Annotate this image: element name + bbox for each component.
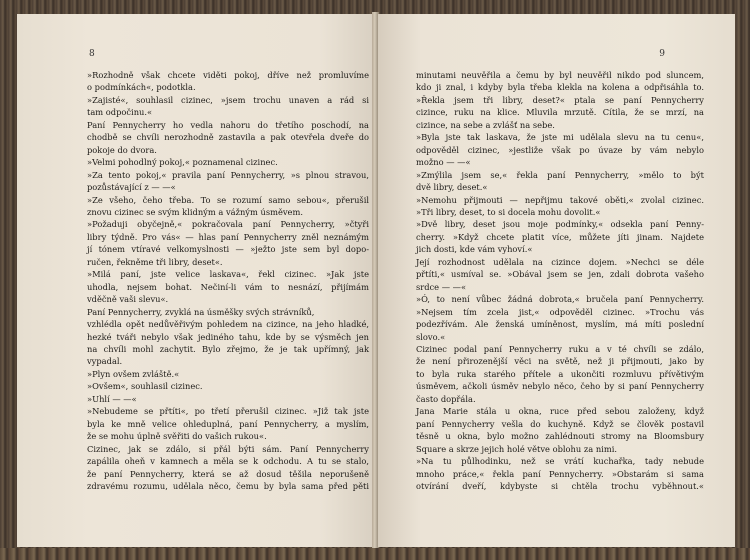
text-line: Paní Pennycherry ho vedla nahoru do třetího poschodí, na xyxy=(87,119,369,130)
text-line: »Plyn ovšem zvláště.« xyxy=(87,368,180,379)
book-edge xyxy=(0,548,750,560)
text-line: že se mohu úplně svěřiti do vašich rukou«. xyxy=(87,431,267,442)
text-line: Cizinec podal paní Pennycherry ruku a v té chvíli se zdálo, xyxy=(416,343,704,354)
text-line: paní Pennycherry vešla do kuchyně. Když se člověk postavil xyxy=(416,418,704,429)
text-line: mnoho práce,« řekla paní Pennycherry. »Obstarám si sama xyxy=(416,468,704,479)
text-line: »Rozhodně však chcete viděti pokoj, dříve než promluvíme xyxy=(87,70,369,80)
text-line: Paní Pennycherry, zvyklá na úsměšky svých strávníků, xyxy=(87,306,315,317)
text-line: že paní Pennycherry, která se až dosud těšila neporušeně xyxy=(87,468,369,479)
text-line: zdravému rozumu, udělala něco, čemu by byla sama před pěti xyxy=(87,480,369,491)
text-line: »Ze všeho, čeho třeba. To se rozumí samo sebou«, přerušil xyxy=(87,194,369,205)
text-line: podezřívám. Ale ženská umíněnost, myslím, má míti poslední xyxy=(416,319,704,330)
text-line: »Uhlí — —« xyxy=(87,393,137,404)
text-line: »Zmýlila jsem se,« řekla paní Pennycherry, »mělo to být xyxy=(416,169,704,180)
text-line: Cizinec, jak se zdálo, si přál býti sám. Paní Pennycherry xyxy=(87,443,369,454)
text-line: »Nebudeme se přtíti«, po třetí přerušil cizinec. »Již tak jste xyxy=(87,406,369,417)
text-line: otvírání dveří, kdybyste si chtěla trochu vyběhnout.« xyxy=(416,480,704,491)
text-line: »Ovšem«, souhlasil cizinec. xyxy=(87,381,203,392)
text-line: srdce — —« xyxy=(416,281,467,292)
right-page-text xyxy=(416,69,704,492)
text-line: »Dvě libry, deset jsou moje podmínky,« odsekla paní Penny- xyxy=(416,219,704,230)
text-line: »Ó, to není vůbec žádná dobrota,« bručela paní Pennycherry. xyxy=(416,294,704,305)
text-line: byla ke mně velice ohleduplná, paní Pennycherry, a myslím, xyxy=(87,418,369,429)
text-line: tam odpočinu.« xyxy=(87,107,153,118)
text-line: možno — —« xyxy=(416,157,471,168)
text-line: »Velmi pohodlný pokoj,« poznamenal cizinec. xyxy=(87,157,278,168)
text-line: pokoje do dvora. xyxy=(87,144,157,155)
text-line: cizince, ruku na klice. Mluvila mrzutě. Cítila, že se mrzí, na xyxy=(416,107,704,118)
text-line: »Byla jste tak laskava, že jste mi udělala slevu na tu cenu«, xyxy=(416,132,704,143)
text-line: uhodla, nejsem bohat. Nečiní-li vám to nesnází, přijímám xyxy=(87,281,369,292)
text-line: cherry. »Když chcete platit více, můžete jíti jinam. Najdete xyxy=(416,231,704,242)
text-line: »Zajisté«, souhlasil cizinec, »jsem trochu unaven a rád si xyxy=(87,94,369,105)
text-line: jich dosti, kde vám vyhoví.« xyxy=(416,244,533,255)
text-line: vzhlédla opět nedůvěřivým pohledem na cizince, na jeho hladké, xyxy=(87,319,369,330)
text-line: chodbě se chvíli nerozhodně zastavila a pak otevřela dveře do xyxy=(87,132,369,143)
left-page xyxy=(17,14,373,547)
text-line: »Milá paní, jste velice laskava«, řekl cizinec. »Jak jste xyxy=(87,269,369,280)
text-line: na chvíli mohl zachytit. Bylo zřejmo, že je tak upřímný, jak xyxy=(87,343,369,354)
text-line: zapálila oheň v kamnech a měla se k odchodu. A tu se stalo, xyxy=(87,456,369,467)
page-number-left: 8 xyxy=(89,49,95,59)
text-line: »Za tento pokoj,« pravila paní Pennycherry, »s plnou stravou, xyxy=(87,169,369,180)
text-line: slovo.« xyxy=(416,331,446,342)
text-line: »Na tu půlhodinku, než se vrátí kuchařka, tady nebude xyxy=(416,456,704,467)
text-line: Její rozhodnost udělala na cizince dojem. »Nechci se déle xyxy=(416,256,704,267)
text-line: cizince, na sebe a zvlášť na sebe. xyxy=(416,119,555,130)
text-line: často dopřála. xyxy=(416,393,476,404)
text-line: vděčně vaši slevu«. xyxy=(87,294,169,305)
text-line: jí tónem vtíravé velkomyslnosti — »ježto jste sem byl dopo- xyxy=(87,244,369,255)
left-page-text xyxy=(87,69,369,492)
text-line: vypadal. xyxy=(87,356,123,367)
text-line: těsně u okna, bylo možno zahlédnouti stromy na Bloomsbury xyxy=(416,431,704,442)
text-line: úsměvem, ačkoli úsměv nebylo něco, čeho by si paní Pennycherry xyxy=(416,381,704,392)
right-page xyxy=(378,14,735,547)
text-line: »Tři libry, deset, to si docela mohu dovolit.« xyxy=(416,206,601,217)
page-number-right: 9 xyxy=(659,49,665,59)
text-line: ručen, řekněme tři libry, deset«. xyxy=(87,256,223,267)
text-line: »Požaduji obyčejně,« pokračovala paní Pennycherry, »čtyři xyxy=(87,219,369,230)
text-line: »Řekla jsem tři libry, deset?« ptala se paní Pennycherry xyxy=(416,94,704,105)
text-line: že není přirozenější věci na světě, než ji přijmouti, jako by xyxy=(416,356,704,367)
text-line: minutami neuvěřila a čemu by byl neuvěřil nikdo pod sluncem, xyxy=(416,70,704,80)
text-line: znovu cizinec se svým klidným a vážným úsměvem. xyxy=(87,206,303,217)
text-line: přtíti,« usmíval se. »Obával jsem se jen, zdali dobrota vašeho xyxy=(416,269,704,280)
text-line: kdo ji znal, i kdyby byla třeba klekla na kolena a odpřisáhla to. xyxy=(416,82,704,93)
text-line: hezké tváři nebylo však jediného tahu, kde by se výsměch jen xyxy=(87,331,369,342)
text-line: pozůstávající z — —« xyxy=(87,182,176,193)
text-line: odpověděl cizinec, »jestliže však po úvaze by vám nebylo xyxy=(416,144,704,155)
text-line: »Nemohu přijmouti — nepřijmu takové oběti,« zvolal cizinec. xyxy=(416,194,704,205)
text-line: dvě libry, deset.« xyxy=(416,182,488,193)
text-line: »Nejsem tím zcela jist,« odpověděl cizinec. »Trochu vás xyxy=(416,306,704,317)
text-line: Square a skrze jejich holé větve oblohu za nimi. xyxy=(416,443,617,454)
text-line: o podmínkách«, podotkla. xyxy=(87,82,196,93)
text-line: libry týdně. Pro vás« — hlas paní Pennycherry zněl neznámým xyxy=(87,231,369,242)
text-line: to byla ruka starého přítele a ukončiti rozmluvu přívětivým xyxy=(416,368,704,379)
text-line: Jana Marie stála u okna, ruce před sebou založeny, když xyxy=(416,406,704,417)
